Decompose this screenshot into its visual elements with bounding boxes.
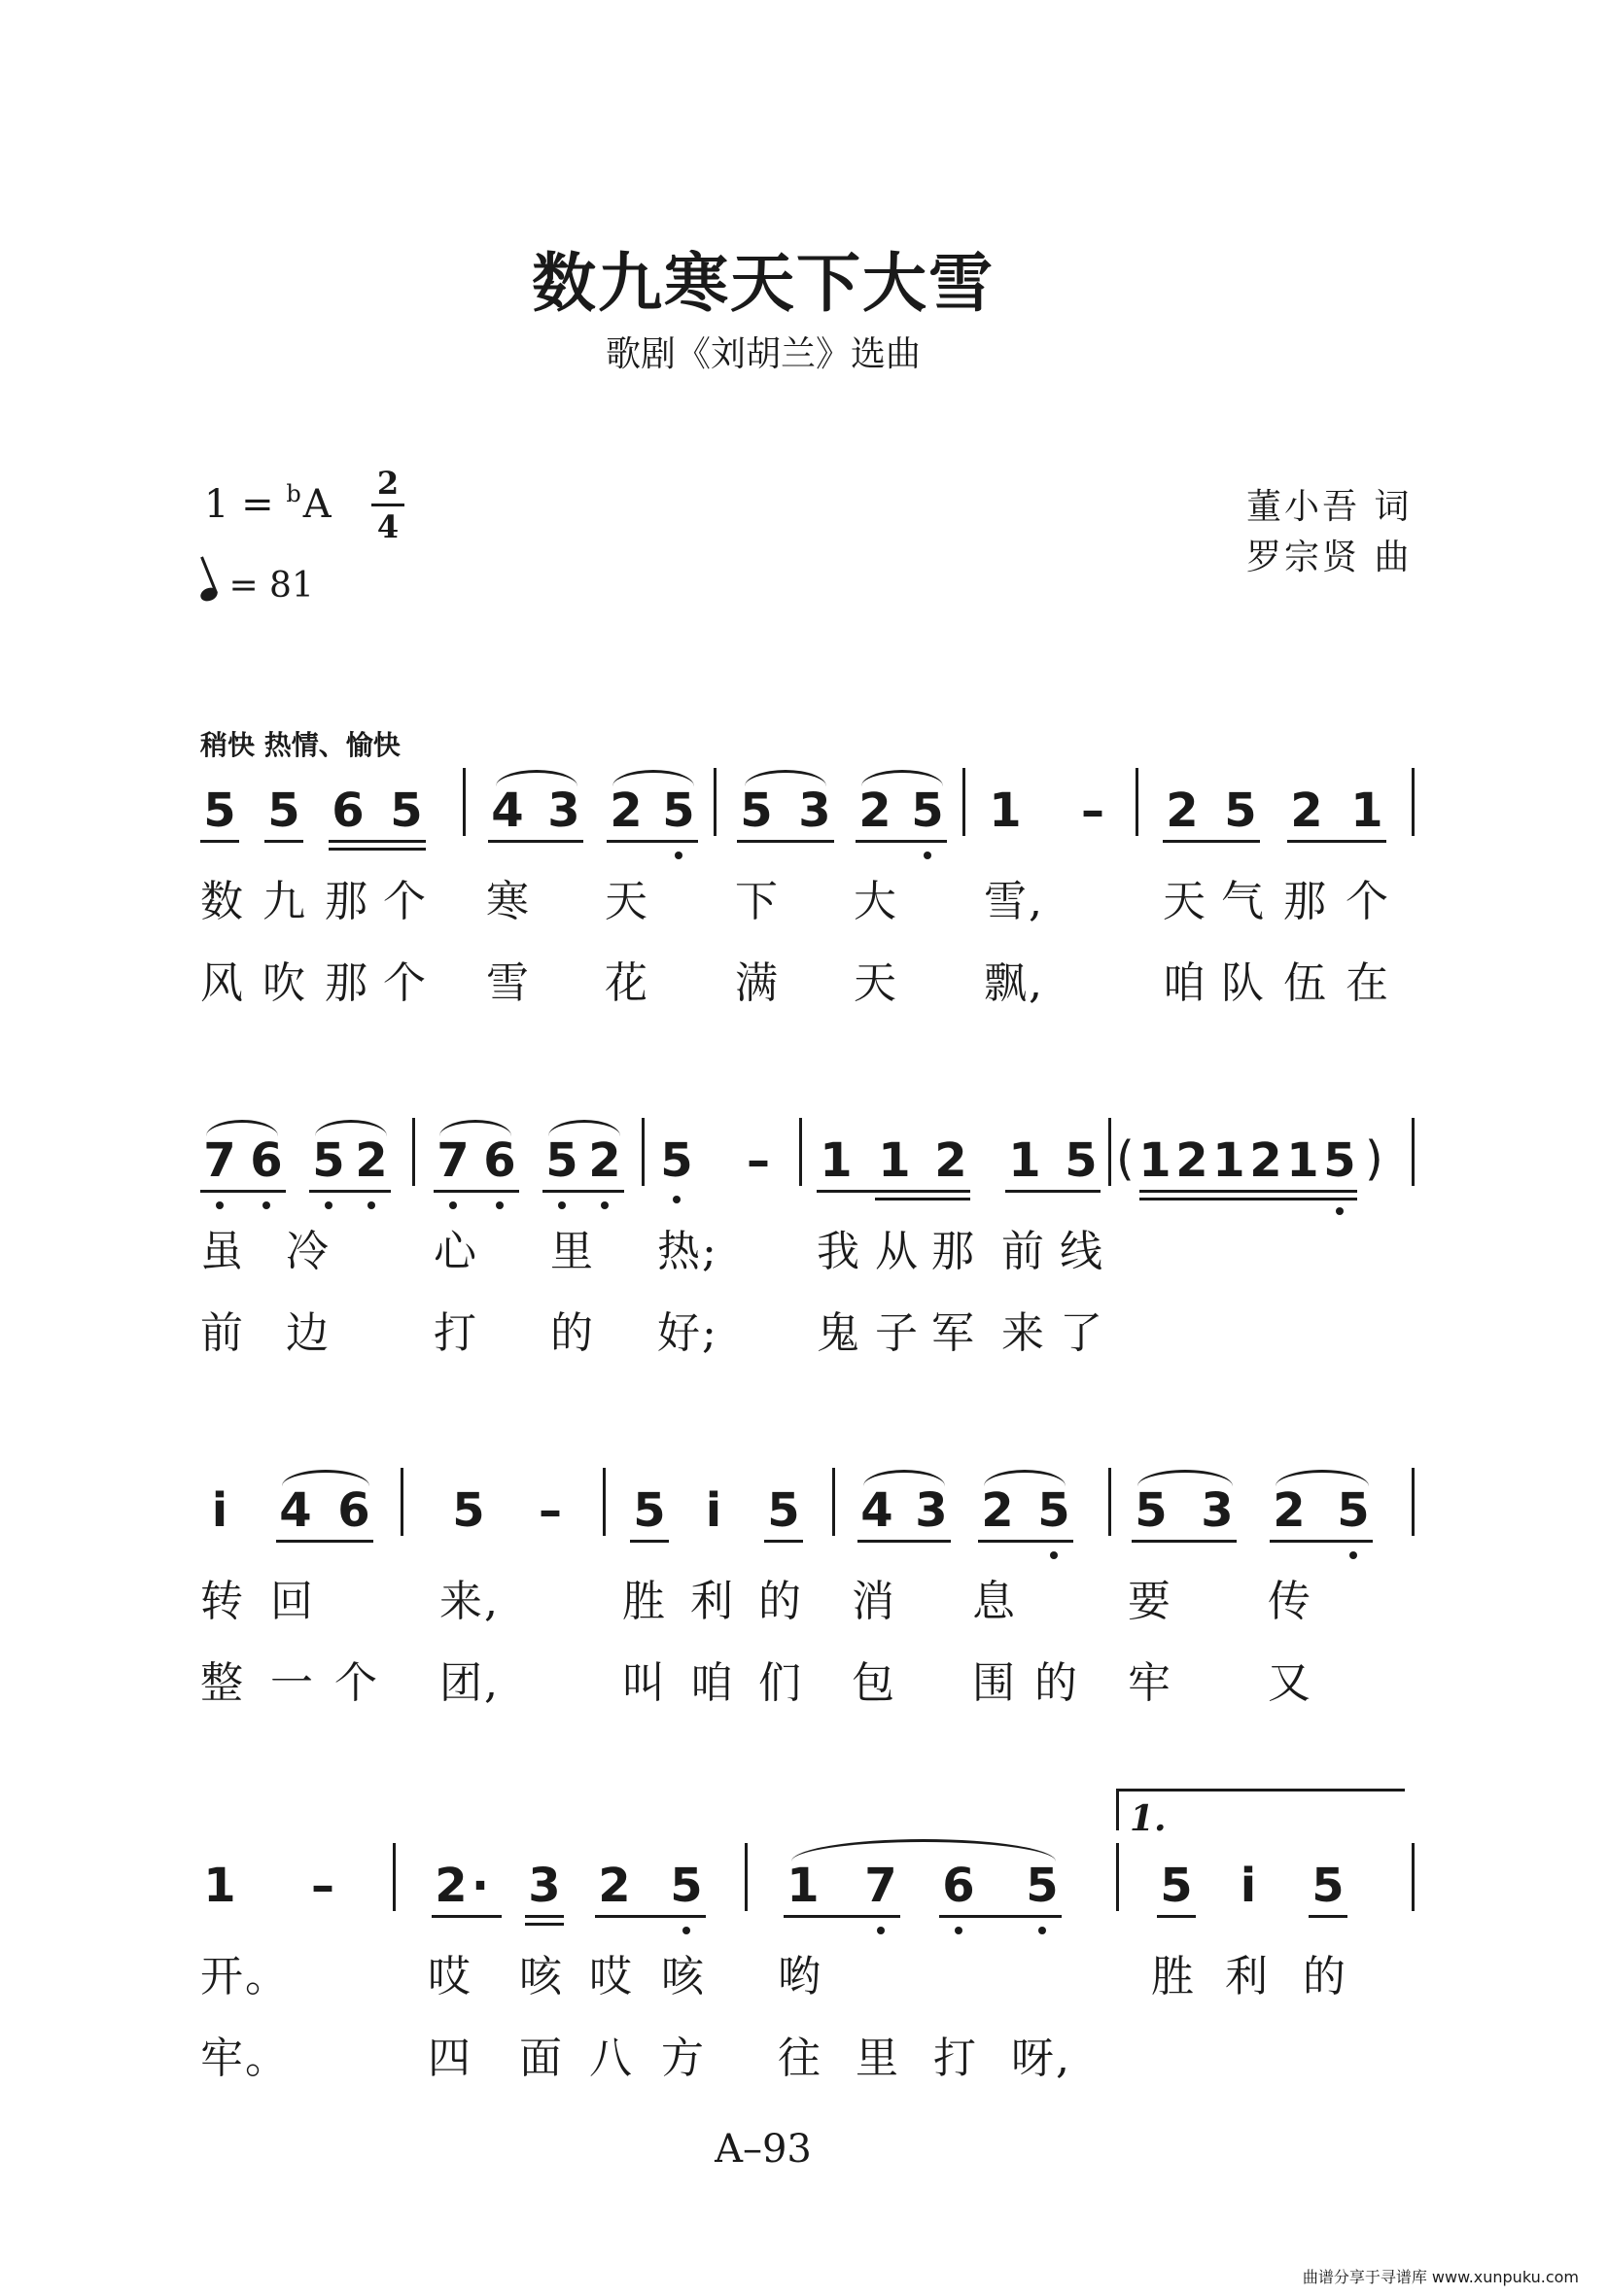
note: 6: [942, 1859, 975, 1913]
underline: [488, 840, 583, 843]
low-octave-dot: [673, 1196, 681, 1203]
note: 5: [312, 1133, 345, 1188]
note: 2: [1273, 1483, 1306, 1538]
note: 1: [1008, 1133, 1041, 1188]
note: 1: [878, 1133, 911, 1188]
lyric: 消: [852, 1577, 896, 1626]
lyric: 牢: [1128, 1658, 1172, 1708]
lyric: 的: [1034, 1658, 1079, 1708]
lyric: 飘,: [984, 958, 1044, 1008]
lyric: 来,: [439, 1577, 500, 1626]
low-octave-dot: [216, 1201, 224, 1209]
song-title: 数九寒天下大雪: [532, 246, 995, 321]
barline: [1412, 1843, 1415, 1911]
note: 5: [1311, 1859, 1345, 1913]
lyric: 军: [931, 1308, 976, 1358]
lyric: 好;: [657, 1308, 718, 1358]
lyric: 里: [550, 1227, 595, 1276]
underline: [856, 840, 947, 843]
barline: [799, 1118, 802, 1186]
note: 1: [787, 1859, 820, 1913]
underline: [875, 1198, 970, 1200]
note: 4: [860, 1483, 893, 1538]
dot-rhythm: ·: [471, 1859, 490, 1913]
barline: [745, 1843, 748, 1911]
lyric: 哟: [778, 1952, 822, 2001]
score-system-3: [0, 1478, 1608, 1711]
low-octave-dot: [682, 1927, 690, 1934]
underline: [432, 1915, 502, 1918]
note: 5: [1160, 1859, 1193, 1913]
underline: [1157, 1915, 1196, 1918]
lyric: 了: [1060, 1308, 1104, 1358]
lyric: 围: [972, 1658, 1017, 1708]
lyric: 下: [735, 877, 780, 926]
barline: [1412, 1468, 1415, 1536]
lyric: 的: [1303, 1952, 1347, 2001]
lyric: 息: [972, 1577, 1017, 1626]
credits: [1246, 482, 1412, 583]
lyric: 个: [334, 1658, 379, 1708]
lyric: 在: [1346, 958, 1390, 1008]
note: 1: [1286, 1133, 1319, 1188]
note: 2: [1175, 1133, 1208, 1188]
note: 2: [355, 1133, 388, 1188]
lyricist: 董小吾 词: [1246, 487, 1413, 527]
underline: [264, 840, 303, 843]
note: 5: [267, 783, 300, 838]
underline: [784, 1915, 900, 1918]
lyric: 那: [931, 1227, 976, 1276]
lyric: 伍: [1283, 958, 1328, 1008]
note: 2: [435, 1859, 468, 1913]
lyric: 热;: [657, 1227, 718, 1276]
low-octave-dot: [449, 1201, 457, 1209]
lyric: 大: [854, 877, 898, 926]
note: 5: [767, 1483, 800, 1538]
lyric: 面: [519, 2034, 564, 2083]
lyric: 打: [933, 2034, 978, 2083]
key-signature: [204, 480, 332, 527]
lyric: 冷: [286, 1227, 331, 1276]
slur: [315, 1120, 387, 1136]
underline: [1163, 840, 1260, 843]
barline: [1116, 1843, 1119, 1911]
note: 3: [547, 783, 580, 838]
note: 6: [483, 1133, 516, 1188]
note: 3: [915, 1483, 948, 1538]
lyric: 开。: [200, 1952, 290, 2001]
lyric: 前: [200, 1308, 245, 1358]
underline: [329, 848, 426, 851]
lyric: 从: [875, 1227, 920, 1276]
underline: [1139, 1190, 1357, 1193]
slur: [863, 1470, 945, 1486]
underline: [1139, 1198, 1357, 1200]
note: 5: [203, 783, 236, 838]
note: 7: [864, 1859, 897, 1913]
note: 6: [250, 1133, 283, 1188]
note: 7: [203, 1133, 236, 1188]
lyric: 往: [778, 2034, 822, 2083]
underline: [978, 1540, 1073, 1543]
slur: [496, 770, 577, 786]
lyric: 那: [325, 877, 369, 926]
underline: [857, 1540, 951, 1543]
note: i: [1240, 1859, 1257, 1913]
song-subtitle: 歌剧《刘胡兰》选曲: [605, 334, 921, 374]
underline: [200, 1190, 286, 1193]
paren-open: (: [1116, 1131, 1135, 1186]
lyric: 天: [605, 877, 649, 926]
lyric: 雪: [486, 958, 531, 1008]
lyric: 边: [286, 1308, 331, 1358]
page-number: A–93: [715, 2127, 812, 2172]
barline: [463, 768, 466, 836]
low-octave-dot: [262, 1201, 270, 1209]
note: 2: [981, 1483, 1014, 1538]
dash: –: [539, 1483, 562, 1538]
note: 1: [989, 783, 1022, 838]
slur: [861, 770, 943, 786]
note: 1: [820, 1133, 853, 1188]
lyric: 心: [434, 1227, 478, 1276]
lyric: 一: [270, 1658, 315, 1708]
lyric: 胜: [622, 1577, 667, 1626]
note: 5: [1135, 1483, 1168, 1538]
lyric: 数: [200, 877, 245, 926]
lyric: 叫: [622, 1658, 667, 1708]
note: 2: [598, 1859, 631, 1913]
low-octave-dot: [1038, 1927, 1046, 1934]
lyric: 满: [735, 958, 780, 1008]
slur: [548, 1120, 620, 1136]
note: 6: [332, 783, 365, 838]
note: 2: [1249, 1133, 1282, 1188]
lyric: 的: [550, 1308, 595, 1358]
lyric: 那: [325, 958, 369, 1008]
key-prefix: 1 =: [204, 482, 287, 527]
score-system-1: [0, 778, 1608, 1011]
note: 3: [528, 1859, 561, 1913]
underline: [1287, 840, 1386, 843]
note: 5: [452, 1483, 485, 1538]
note: 1: [1350, 783, 1383, 838]
slur: [439, 1120, 511, 1136]
lyric: 鬼: [817, 1308, 861, 1358]
volta-label: 1.: [1130, 1798, 1167, 1839]
note: 5: [1337, 1483, 1370, 1538]
underline: [630, 1540, 669, 1543]
underline: [1270, 1540, 1373, 1543]
underline: [525, 1915, 564, 1918]
lyric: 九: [262, 877, 307, 926]
low-octave-dot: [955, 1927, 962, 1934]
lyric: 子: [875, 1308, 920, 1358]
lyric: 整: [200, 1658, 245, 1708]
lyric: 哎: [428, 1952, 472, 2001]
lyric: 气: [1221, 877, 1266, 926]
note: 2: [610, 783, 643, 838]
note: 3: [798, 783, 831, 838]
lyric: 队: [1221, 958, 1266, 1008]
note: 2: [1166, 783, 1199, 838]
lyric: 传: [1268, 1577, 1312, 1626]
score-system-2: [0, 1128, 1608, 1361]
slur: [745, 770, 826, 786]
note: 5: [660, 1133, 693, 1188]
low-octave-dot: [924, 852, 931, 859]
slur: [612, 770, 694, 786]
underline: [276, 1540, 373, 1543]
slur: [791, 1839, 1056, 1861]
lyric: 那: [1283, 877, 1328, 926]
note: 5: [1065, 1133, 1098, 1188]
lyric: 牢。: [200, 2034, 290, 2083]
lyric: 利: [690, 1577, 735, 1626]
note: 4: [491, 783, 524, 838]
underline: [939, 1915, 1062, 1918]
note: 5: [1323, 1133, 1356, 1188]
note: 5: [545, 1133, 578, 1188]
underline: [329, 840, 426, 843]
lyric: 里: [856, 2034, 900, 2083]
lyric: 雪,: [984, 877, 1044, 926]
lyric: 个: [383, 877, 428, 926]
lyric: 胜: [1151, 1952, 1196, 2001]
barline: [962, 768, 965, 836]
barline: [832, 1468, 835, 1536]
note: 1: [1138, 1133, 1171, 1188]
tempo-marking: [200, 566, 314, 606]
flat-sign: b: [286, 480, 301, 507]
time-signature: [371, 465, 404, 545]
time-top: 2: [376, 465, 400, 502]
lyric: 八: [589, 2034, 634, 2083]
underline: [764, 1540, 803, 1543]
lyric: 我: [817, 1227, 861, 1276]
low-octave-dot: [367, 1201, 375, 1209]
underline: [817, 1190, 970, 1193]
note: 5: [390, 783, 423, 838]
lyric: 哎: [589, 1952, 634, 2001]
lyric: 吹: [262, 958, 307, 1008]
low-octave-dot: [496, 1201, 504, 1209]
low-octave-dot: [675, 852, 682, 859]
note: 2: [858, 783, 891, 838]
lyric: 线: [1060, 1227, 1104, 1276]
underline: [1309, 1915, 1347, 1918]
lyric: 咱: [690, 1658, 735, 1708]
lyric: 咱: [1163, 958, 1207, 1008]
low-octave-dot: [1336, 1207, 1344, 1215]
slur: [206, 1120, 278, 1136]
underline: [595, 1915, 706, 1918]
note: 5: [1026, 1859, 1059, 1913]
slur: [282, 1470, 369, 1486]
barline: [1108, 1468, 1111, 1536]
tempo-value: = 81: [228, 566, 314, 606]
underline: [434, 1190, 519, 1193]
lyric: 前: [1001, 1227, 1046, 1276]
lyric: 咳: [519, 1952, 564, 2001]
quarter-note-icon: [198, 585, 220, 604]
barline: [1412, 768, 1415, 836]
note: 3: [1201, 1483, 1234, 1538]
lyric: 打: [434, 1308, 478, 1358]
lyric: 呀,: [1011, 2034, 1071, 2083]
lyric: 利: [1225, 1952, 1270, 2001]
note: 1: [1212, 1133, 1245, 1188]
note: 6: [337, 1483, 370, 1538]
key-note: A: [302, 482, 332, 527]
note: 4: [279, 1483, 312, 1538]
low-octave-dot: [1349, 1551, 1357, 1559]
lyric: 转: [200, 1577, 245, 1626]
lyric: 团,: [439, 1658, 500, 1708]
note: 2: [934, 1133, 967, 1188]
time-divider: [371, 504, 404, 506]
underline: [607, 840, 698, 843]
note: 5: [670, 1859, 703, 1913]
underline: [1005, 1190, 1101, 1193]
note: 5: [1037, 1483, 1070, 1538]
lyric: 的: [758, 1577, 803, 1626]
dash: –: [1081, 783, 1104, 838]
lyric: 天: [1163, 877, 1207, 926]
lyric: 天: [854, 958, 898, 1008]
low-octave-dot: [601, 1201, 609, 1209]
lyric: 们: [758, 1658, 803, 1708]
footer-credit: 曲谱分享于寻谱库 www.xunpuku.com: [1302, 2268, 1579, 2286]
barline: [1136, 768, 1138, 836]
dash: –: [747, 1133, 770, 1188]
underline: [200, 840, 239, 843]
note: 7: [437, 1133, 470, 1188]
slur: [1137, 1470, 1233, 1486]
barline: [642, 1118, 645, 1186]
underline: [525, 1923, 564, 1926]
composer: 罗宗贤 曲: [1246, 538, 1413, 577]
slur: [984, 1470, 1066, 1486]
note: 5: [911, 783, 944, 838]
note: i: [705, 1483, 722, 1538]
low-octave-dot: [325, 1201, 332, 1209]
barline: [401, 1468, 403, 1536]
lyric: 虽: [200, 1227, 245, 1276]
barline: [412, 1118, 415, 1186]
note: 5: [740, 783, 773, 838]
lyric: 方: [661, 2034, 706, 2083]
lyric: 咳: [661, 1952, 706, 2001]
barline: [393, 1843, 396, 1911]
underline: [1132, 1540, 1237, 1543]
low-octave-dot: [1050, 1551, 1058, 1559]
lyric: 又: [1268, 1658, 1312, 1708]
lyric: 包: [852, 1658, 896, 1708]
barline: [714, 768, 717, 836]
lyric: 四: [428, 2034, 472, 2083]
note: i: [211, 1483, 228, 1538]
underline: [737, 840, 834, 843]
paren-close: ): [1365, 1131, 1383, 1186]
note: 5: [1224, 783, 1257, 838]
note: 1: [203, 1859, 236, 1913]
note: 5: [662, 783, 695, 838]
lyric: 来: [1001, 1308, 1046, 1358]
slur: [1276, 1470, 1369, 1486]
low-octave-dot: [877, 1927, 885, 1934]
lyric: 花: [605, 958, 649, 1008]
lyric: 个: [1346, 877, 1390, 926]
barline: [1412, 1118, 1415, 1186]
lyric: 个: [383, 958, 428, 1008]
lyric: 回: [270, 1577, 315, 1626]
note: 2: [1290, 783, 1323, 838]
lyric: 要: [1128, 1577, 1172, 1626]
score-system-4: [0, 1798, 1608, 2086]
lyric: 风: [200, 958, 245, 1008]
underline: [542, 1190, 624, 1193]
expression-marking: 稍快 热情、愉快: [200, 729, 401, 761]
barline: [603, 1468, 606, 1536]
barline: [1108, 1118, 1111, 1186]
lyric: 寒: [486, 877, 531, 926]
time-bottom: 4: [376, 508, 400, 545]
note: 5: [633, 1483, 666, 1538]
low-octave-dot: [558, 1201, 566, 1209]
underline: [309, 1190, 391, 1193]
note: 2: [588, 1133, 621, 1188]
dash: –: [311, 1859, 334, 1913]
